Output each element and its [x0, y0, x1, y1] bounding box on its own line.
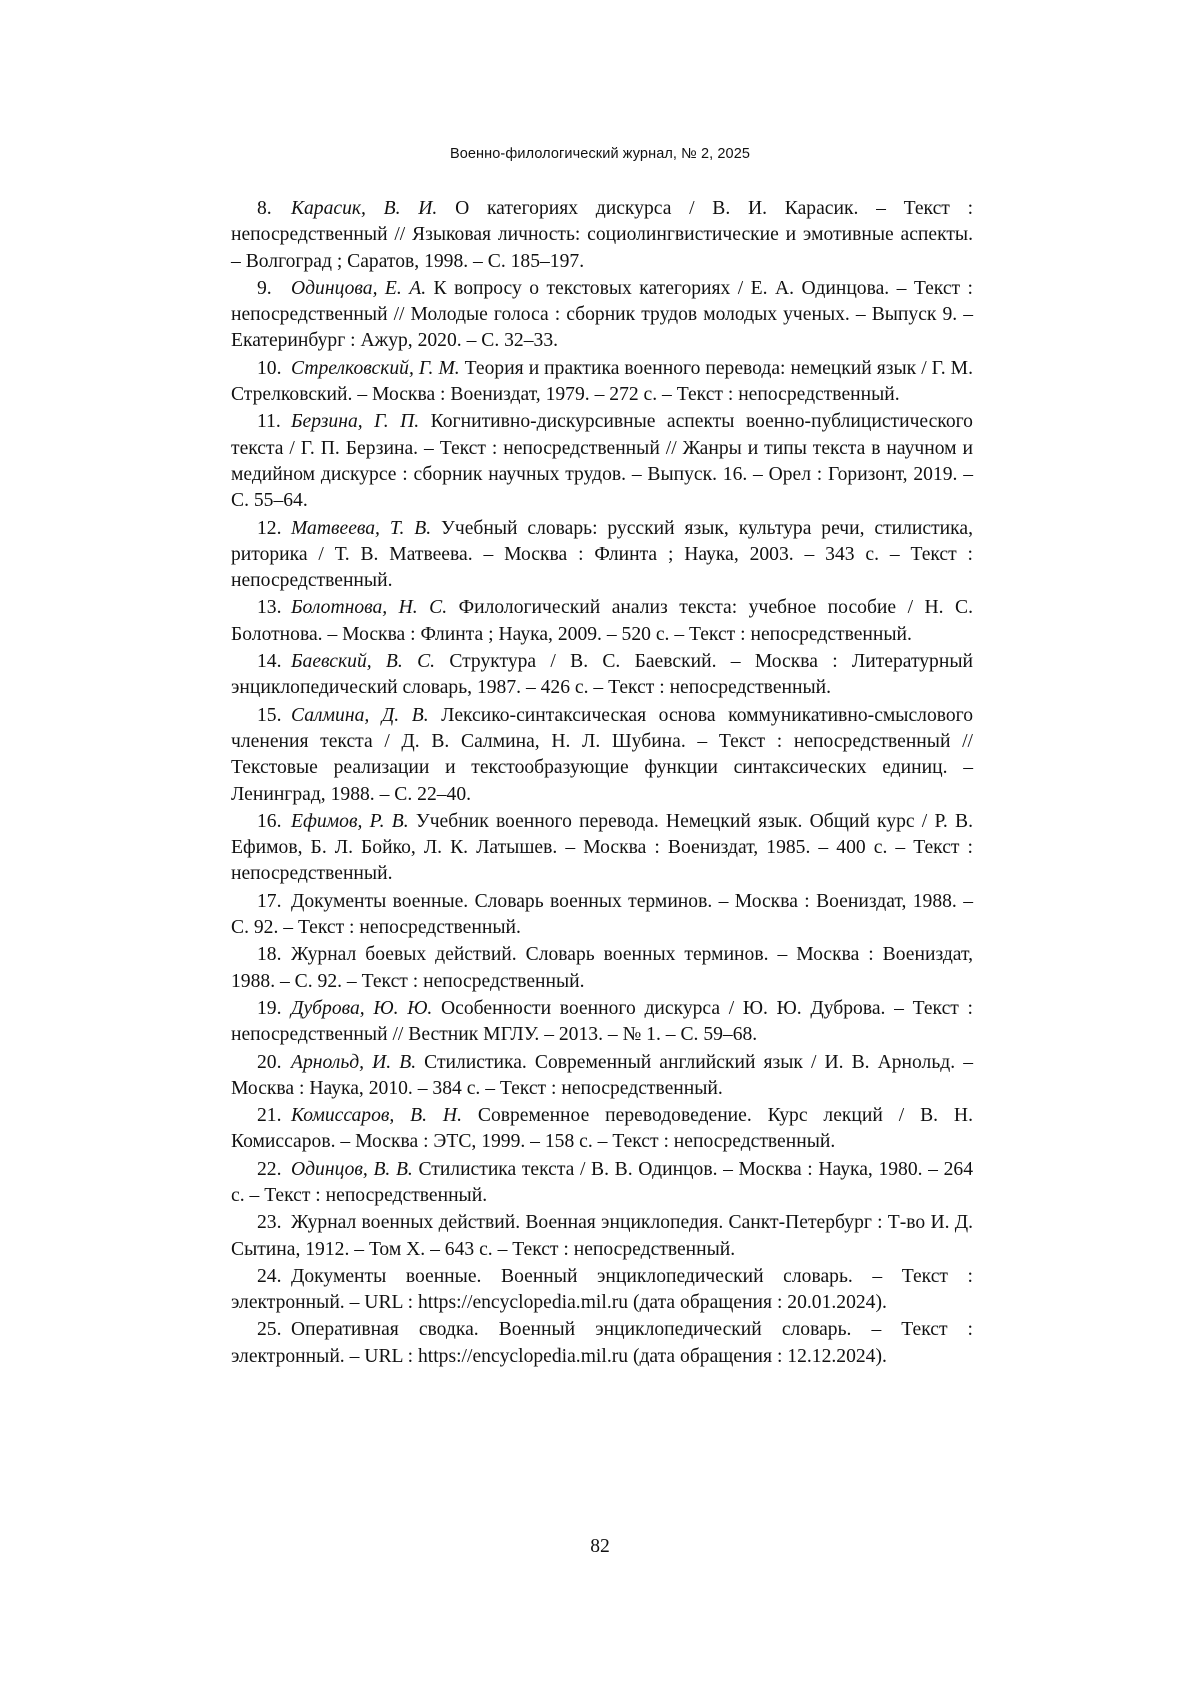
reference-text: Современное переводоведение. Курс лекций / В. Н. Комиссаров. – Москва : ЭТС, 1999. – 158 с. – Текст : непосредственный. — [231, 1105, 973, 1153]
reference-text: Учебник военного перевода. Немецкий язык. Общий курс / Р. В. Ефимов, Б. Л. Бойко, Л. К. Латышев. – Москва : Воениздат, 1985. – 400 с. – Текст : непосредственный. — [231, 810, 973, 885]
reference-author: Берзина, Г. П. — [291, 411, 420, 433]
reference-item — [231, 1050, 973, 1103]
reference-item — [231, 649, 973, 702]
reference-number: 15. — [257, 704, 282, 726]
reference-item — [231, 996, 973, 1049]
reference-list — [231, 196, 973, 1371]
reference-text: Филологический анализ текста: учебное пособие / Н. С. Болотнова. – Москва : Флинта ; Наука, 2009. – 520 с. – Текст : непосредственный. — [231, 597, 973, 645]
reference-item — [231, 595, 973, 648]
reference-author: Баевский, В. С. — [291, 651, 436, 673]
reference-text: Учебный словарь: русский язык, культура речи, стилистика, риторика / Т. В. Матвеева. – Москва : Флинта ; Наука, 2003. – 343 с. – Текст : непосредственный. — [231, 517, 973, 592]
reference-number: 24. — [257, 1265, 282, 1287]
reference-text: О категориях дискурса / В. И. Карасик. – Текст : непосредственный // Языковая личность: социолингвистические и эмотивные аспекты. – Волгоград ; Саратов, 1998. – С. 185–197. — [231, 198, 974, 272]
reference-number: 23. — [257, 1212, 282, 1234]
page-number: 82 — [590, 1536, 610, 1557]
reference-item — [231, 1103, 973, 1156]
reference-item — [231, 1317, 973, 1370]
reference-text: Журнал военных действий. Военная энциклопедия. Санкт-Петербург : Т-во И. Д. Сытина, 1912. – Том X. – 643 с. – Текст : непосредственный. — [231, 1212, 973, 1260]
reference-number: 21. — [257, 1105, 282, 1127]
running-header: Военно-филологический журнал, № 2, 2025 — [449, 146, 751, 162]
reference-text: Журнал боевых действий. Словарь военных терминов. – Москва : Воениздат, 1988. – С. 92. – Текст : непосредственный. — [231, 944, 973, 992]
reference-number: 17. — [257, 890, 282, 912]
reference-item — [231, 276, 973, 355]
reference-author: Арнольд, И. В. — [291, 1051, 417, 1073]
reference-item — [231, 1210, 973, 1263]
reference-author: Комиссаров, В. Н. — [291, 1105, 462, 1127]
reference-text: Лексико-синтаксическая основа коммуникативно-смыслового членения текста / Д. В. Салмина, Н. Л. Шубина. – Текст : непосредственный // Текстовые реализации и текстообразующие функции синтаксических единиц. – Ленинград, 1988. – С. 22–40. — [231, 704, 974, 805]
reference-item — [231, 889, 973, 942]
reference-author: Ефимов, Р. В. — [291, 810, 409, 832]
reference-text: Структура / В. С. Баевский. – Москва : Литературный энциклопедический словарь, 1987. – 426 с. – Текст : непосредственный. — [231, 651, 973, 699]
reference-text: Когнитивно-дискурсивные аспекты военно-публицистического текста / Г. П. Берзина. – Текст : непосредственный // Жанры и типы текста в научном и медийном дискурсе : сборник научных трудов. – Выпуск. 16. – Орел : Горизонт, 2019. – С. 55–64. — [231, 411, 973, 512]
reference-item — [231, 703, 973, 808]
reference-number: 16. — [257, 810, 282, 832]
reference-number: 19. — [257, 997, 282, 1019]
reference-number: 12. — [257, 517, 282, 539]
reference-item — [231, 942, 973, 995]
reference-item — [231, 1157, 973, 1210]
reference-author: Карасик, В. И. — [291, 198, 438, 219]
reference-author: Одинцов, В. В. — [291, 1158, 413, 1180]
reference-number: 20. — [257, 1051, 282, 1073]
reference-text: Особенности военного дискурса / Ю. Ю. Дуброва. – Текст : непосредственный // Вестник МГЛУ. – 2013. – № 1. – С. 59–68. — [231, 997, 973, 1046]
reference-author: Дуброва, Ю. Ю. — [291, 997, 433, 1019]
reference-item — [231, 356, 973, 409]
reference-number: 22. — [257, 1158, 282, 1180]
reference-item — [231, 809, 973, 888]
reference-text: К вопросу о текстовых категориях / Е. А. Одинцова. – Текст : непосредственный // Молодые голоса : сборник трудов молодых ученых. – Выпуск 9. – Екатеринбург : Ажур, 2020. – С. 32–33. — [231, 277, 973, 352]
reference-item — [231, 196, 973, 275]
reference-author: Одинцова, Е. А. — [291, 277, 427, 299]
reference-text: Документы военные. Военный энциклопедический словарь. – Текст : электронный. – URL : https://encyclopedia.mil.ru (дата обращения : 20.01.2024). — [231, 1265, 973, 1314]
reference-author: Матвеева, Т. В. — [291, 517, 432, 539]
reference-text: Документы военные. Словарь военных терминов. – Москва : Воениздат, 1988. – С. 92. – Текст : непосредственный. — [231, 890, 973, 939]
reference-number: 13. — [257, 597, 282, 619]
reference-text: Оперативная сводка. Военный энциклопедический словарь. – Текст : электронный. – URL : https://encyclopedia.mil.ru (дата обращения : 12.12.2024). — [231, 1319, 973, 1367]
reference-author: Салмина, Д. В. — [291, 704, 429, 726]
reference-number: 11. — [257, 411, 281, 433]
reference-number: 18. — [257, 944, 282, 966]
reference-item — [231, 1264, 973, 1317]
reference-number: 8. — [257, 198, 272, 219]
reference-number: 14. — [257, 651, 282, 673]
reference-number: 25. — [257, 1319, 282, 1341]
reference-text: Стилистика текста / В. В. Одинцов. – Москва : Наука, 1980. – 264 с. – Текст : непосредственный. — [231, 1158, 973, 1206]
reference-author: Болотнова, Н. С. — [291, 597, 448, 619]
reference-number: 10. — [257, 357, 282, 379]
reference-item — [231, 516, 973, 595]
reference-number: 9. — [257, 277, 272, 299]
reference-text: Теория и практика военного перевода: немецкий язык / Г. М. Стрелковский. – Москва : Воениздат, 1979. – 272 с. – Текст : непосредственный. — [231, 357, 973, 406]
reference-item — [231, 409, 973, 514]
reference-text: Стилистика. Современный английский язык / И. В. Арнольд. – Москва : Наука, 2010. – 384 с. – Текст : непосредственный. — [231, 1051, 973, 1099]
reference-author: Стрелковский, Г. М. — [291, 357, 460, 379]
